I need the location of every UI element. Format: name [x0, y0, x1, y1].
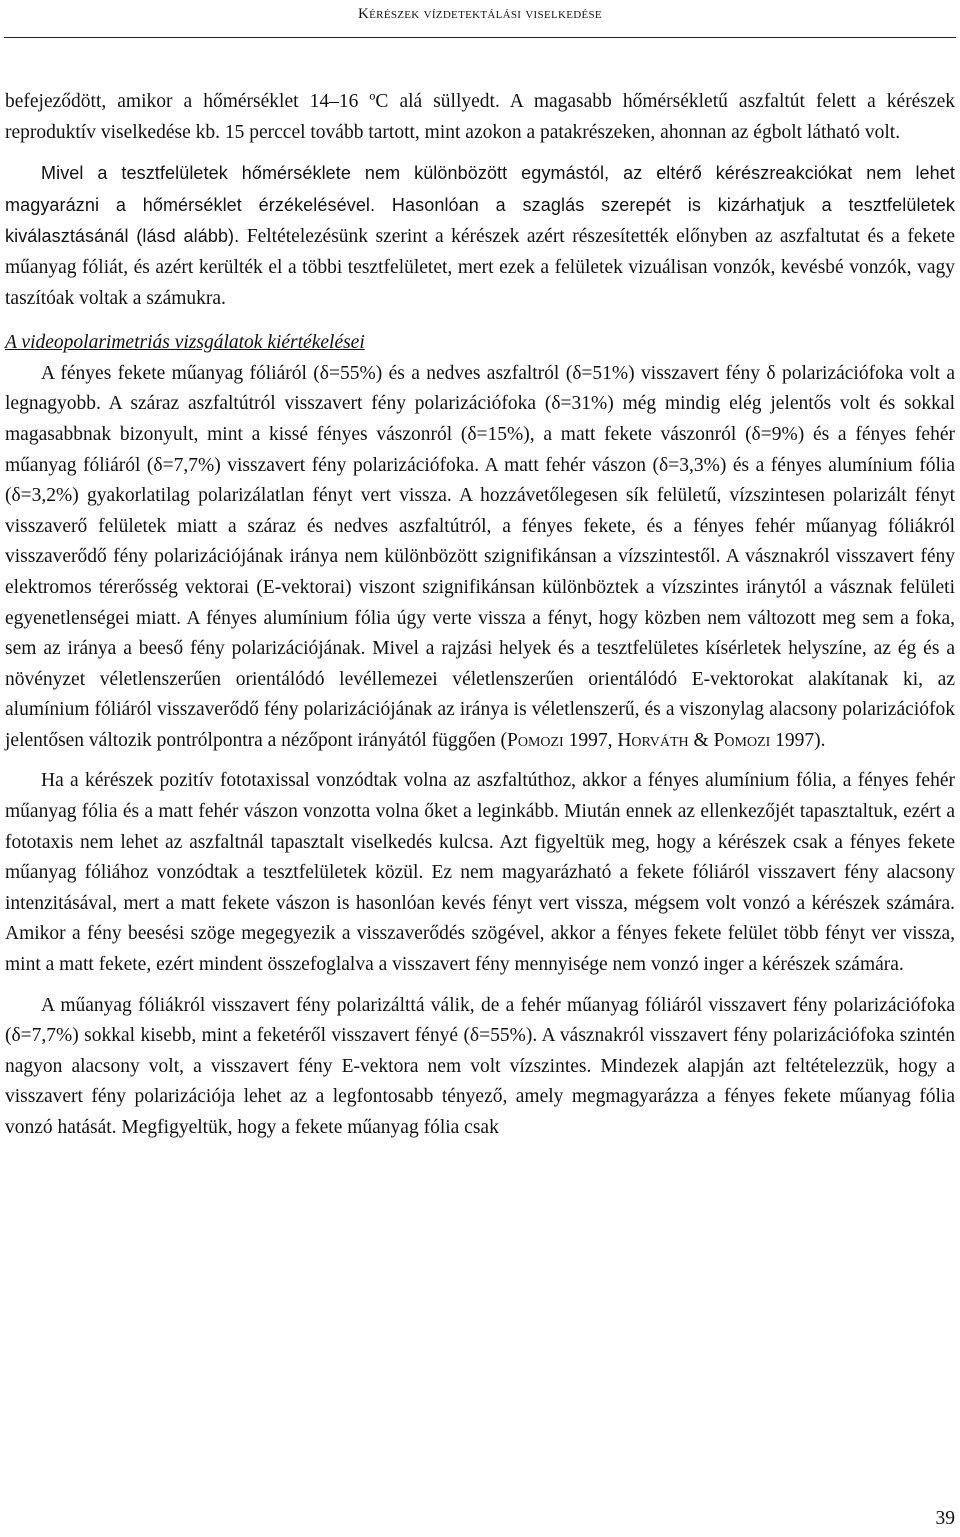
citation-and: & — [688, 729, 714, 751]
paragraph-2 — [5, 158, 955, 314]
header-rule — [4, 37, 956, 38]
citation-year-2: 1997). — [770, 729, 826, 751]
paragraph-2-sans-part: Mivel a tesztfelületek hőmérséklete nem különbözött egymástól, az eltérő kérészreakciókat nem lehet magyarázni a hőmérséklet érzékelésével. Hasonlóan a szaglás szerepét is kizárhatjuk a tesztfelületek kiválasztásánál (lásd alább). — [5, 163, 955, 247]
paragraph-4: Ha a kérészek pozitív fototaxissal vonzódtak volna az aszfaltúthoz, akkor a fényes alumínium fólia, a fényes fehér műanyag fólia és a matt fehér vászon vonzotta volna őket a leginkább. Miután ennek az ellenkezőjét tapasztaltuk, ezért a fototaxis nem lehet az aszfaltnál tapasztalt viselkedés kulcsa. Azt figyeltük meg, hogy a kérészek csak a fényes fekete műanyag fóliához vonzódtak a tesztfelületek közül. Ez nem magyarázható a fekete fóliáról visszavert fény alacsony intenzitásával, mert a matt fekete vászon is hasonlóan kevés fényt vert vissza, mégsem volt vonzó a kérészek számára. Amikor a fény beesési szöge megegyezik a visszaverődés szögével, akkor a fényes fekete felület több fényt ver vissza, mint a matt fekete, ezért mindent összefoglalva a visszavert fény mennyisége nem vonzó inger a kérészek számára. — [5, 770, 955, 976]
citation-author-2: Horváth — [617, 729, 689, 751]
paragraph-3 — [5, 359, 955, 757]
section-heading: A videopolarimetriás vizsgálatok kiértékelései — [5, 332, 365, 354]
citation-author-3: Pomozi — [713, 729, 771, 751]
paragraph-3-text: A fényes fekete műanyag fóliáról (δ=55%) és a nedves aszfaltról (δ=51%) visszavert fény δ polarizációfoka volt a legnagyobb. A száraz aszfaltútról visszavert fény polarizációfoka (δ=31%) még mindig elég jelentős volt és sokkal magasabbnak bizonyult, mint a kissé fényes vászonról (δ=15%), a matt fekete vászonról (δ=9%) és a fényes fehér műanyag fóliáról (δ=7,7%) visszavert fény polarizációfoka. A matt fehér vászon (δ=3,3%) és a fényes alumínium fólia (δ=3,2%) gyakorlatilag polarizálatlan fényt vert vissza. A hozzávetőlegesen sík felületű, vízszintesen polarizált fényt visszaverő felületek miatt a száraz és nedves aszfaltútról, a fényes fekete, és a fényes fehér műanyag fóliákról visszaverődő fény polarizációjának iránya nem különbözött szignifikánsan a vízszintestől. A vásznakról visszavert fény elektromos térerősség vektorai (E-vektorai) viszont szignifikánsan különböztek a vízszintes iránytól a vásznak felületi egyenetlenségei miatt. A fényes alumínium fólia úgy verte vissza a fényt, hogy közben nem változott meg sem a foka, sem az iránya a beeső fény polarizációjának. Mivel a rajzási helyek és a tesztfelületes kísérletek helyszíne, az ég és a növényzet véletlenszerűen orientálódó levéllemezei véletlenszerűen orientálódó E-vektorokat alakítanak ki, az alumínium fóliáról visszaverődő fény polarizációjának az iránya is véletlenszerű, és a viszonylag alacsony polarizációfok jelentősen változik pontrólpontra a nézőpont irányától függően ( — [5, 362, 955, 751]
paragraph-2-serif-part: Feltételezésünk szerint a kérészek azért részesítették előnyben az aszfaltutat és a fekete műanyag fóliát, és azért kerülték el a többi tesztfelületet, mert ezek a felületek vizuálisan vonzók, kevésbé vonzók, vagy taszítóak voltak a számukra. — [5, 226, 955, 309]
citation-year-1: 1997, — [563, 729, 618, 751]
paragraph-5: A műanyag fóliákról visszavert fény polarizálttá válik, de a fehér műanyag fóliáról visszavert fény polarizációfoka (δ=7,7%) sokkal kisebb, mint a feketéről visszavert fényé (δ=55%). A vásznakról visszavert fény polarizációfoka szintén nagyon alacsony volt, a visszavert fény E-vektora nem volt vízszintes. Mindezek alapján azt feltételezzük, hogy a visszavert fény polarizációja lehet az a legfontosabb tényező, amely megmagyarázza a fényes fekete műanyag fólia vonzó hatását. Megfigyeltük, hogy a fekete műanyag fólia csak — [5, 994, 955, 1138]
citation-author-1: Pomozi — [506, 729, 564, 751]
running-header: Kérészek vízdetektálási viselkedése — [358, 6, 602, 22]
page-body — [5, 87, 955, 1144]
paragraph-1: befejeződött, amikor a hőmérséklet 14–16 ºC alá süllyedt. A magasabb hőmérsékletű aszfaltút felett a kérészek reproduktív viselkedése kb. 15 perccel tovább tartott, mint azokon a patakrészeken, ahonnan az égbolt látható volt. — [5, 91, 955, 143]
page-number: 39 — [935, 1508, 955, 1529]
